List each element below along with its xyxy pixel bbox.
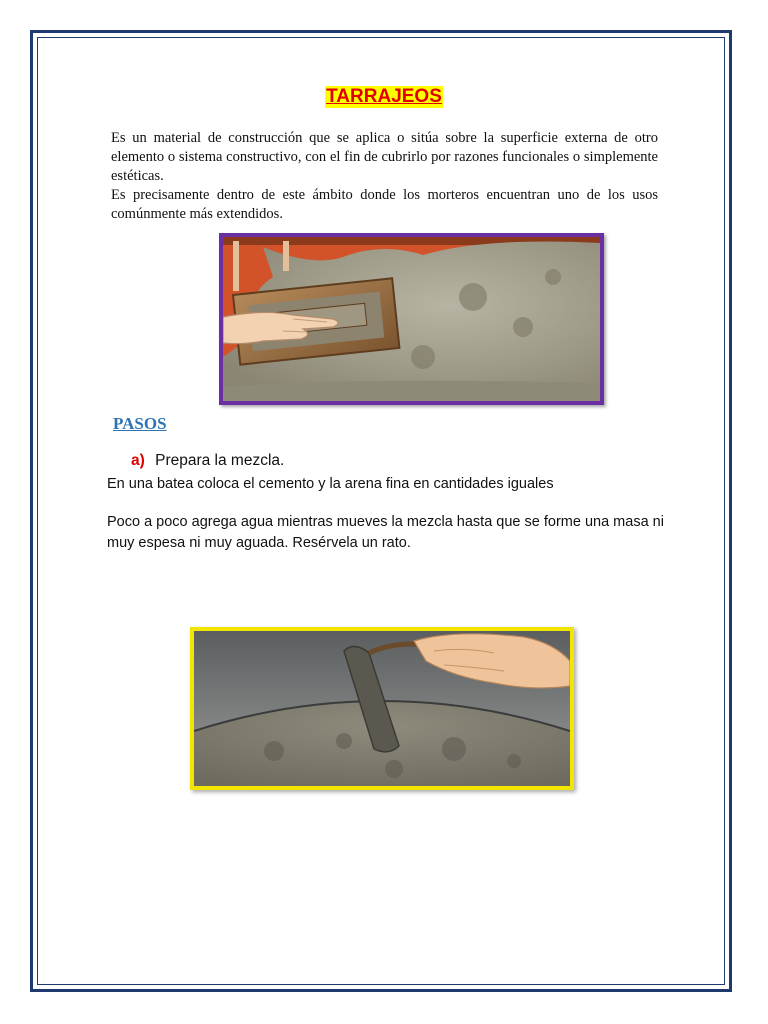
mixing-mortar-image [190, 627, 574, 790]
intro-text [111, 129, 658, 224]
page-title: TARRAJEOS [326, 86, 442, 107]
intro-paragraph-2: Es precisamente dentro de este ámbito donde los morteros encuentran uno de los usos comúnmente más extendidos. [111, 187, 658, 222]
step-a [131, 452, 284, 470]
step-a-text-1: En una batea coloca el cemento y la arena fina en cantidades iguales [107, 476, 554, 492]
mixing-mortar-illustration [194, 631, 570, 786]
plastering-wall-illustration [223, 237, 600, 401]
step-a-letter: a) [131, 452, 145, 469]
step-a-label: Prepara la mezcla. [155, 452, 285, 469]
step-a-text-2: Poco a poco agrega agua mientras mueves la mezcla hasta que se forme una masa ni muy espesa ni muy aguada. Resérvela un rato. [107, 514, 664, 551]
plastering-wall-image [219, 233, 604, 405]
title-container [0, 86, 768, 108]
section-heading-pasos: PASOS [113, 414, 167, 433]
intro-paragraph-1: Es un material de construcción que se aplica o sitúa sobre la superficie externa de otro elemento o sistema constructivo, con el fin de cubrirlo por razones funcionales o simplemente estéticas. [111, 130, 658, 184]
